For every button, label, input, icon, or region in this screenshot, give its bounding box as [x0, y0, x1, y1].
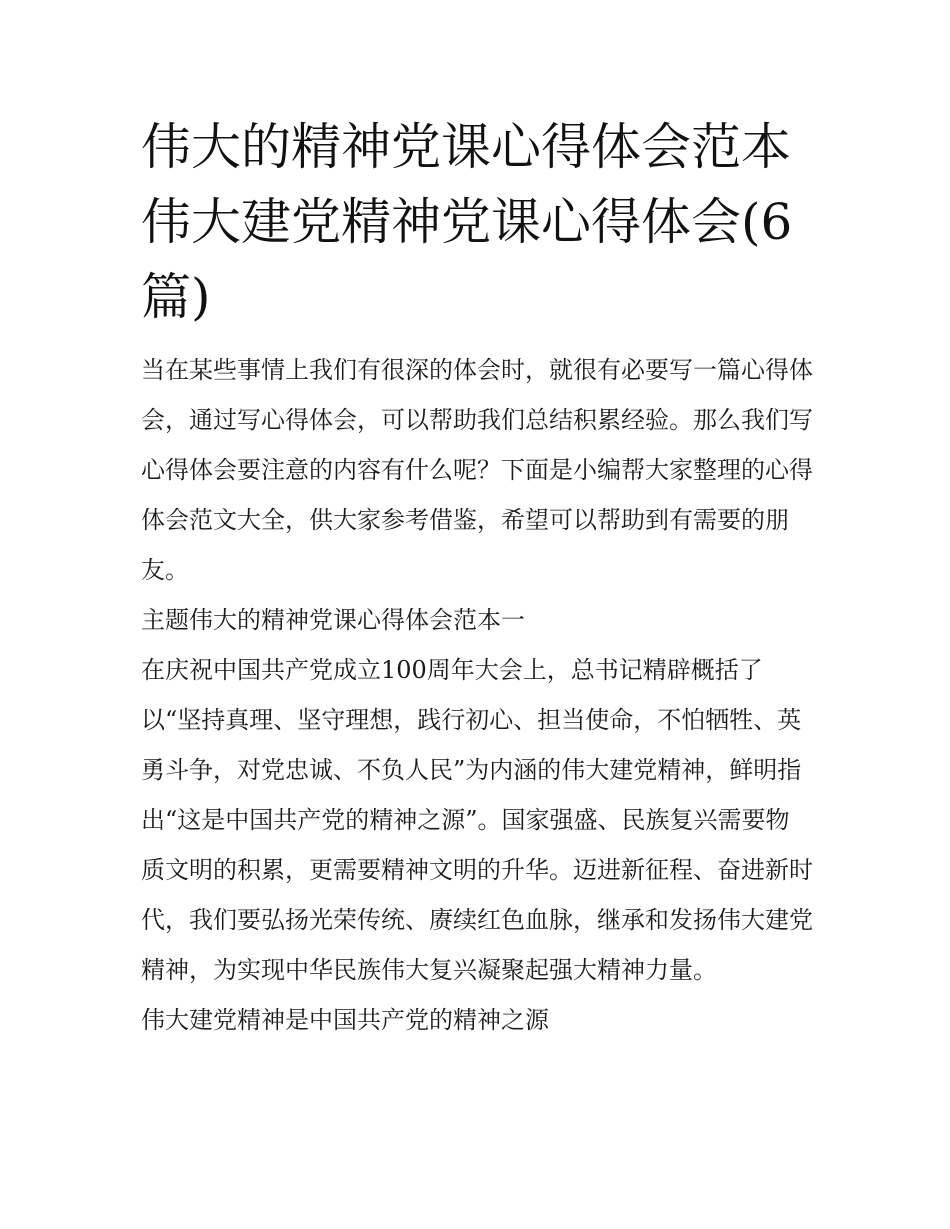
- document-title: 伟大的精神党课心得体会范本伟大建党精神党课心得体会(6篇): [141, 118, 793, 326]
- section-title: 主题伟大的精神党课心得体会范本一: [141, 606, 525, 634]
- intro-paragraph: 当在某些事情上我们有很深的体会时，就很有必要写一篇心得体会，通过写心得体会，可以帮助我们总结积累经验。那么我们写心得体会要注意的内容有什么呢？下面是小编帮大家整理的心得体会范文大全，供大家参考借鉴，希望可以帮助到有需要的朋友。: [141, 356, 813, 584]
- subheading: 伟大建党精神是中国共产党的精神之源: [141, 1006, 549, 1034]
- body-paragraph: 在庆祝中国共产党成立100周年大会上，总书记精辟概括了以“坚持真理、坚守理想，践行初心、担当使命，不怕牺牲、英勇斗争，对党忠诚、不负人民”为内涵的伟大建党精神，鲜明指出“这是中国共产党的精神之源”。国家强盛、民族复兴需要物质文明的积累，更需要精神文明的升华。迈进新征程、奋进新时代，我们要弘扬光荣传统、赓续红色血脉，继承和发扬伟大建党精神，为实现中华民族伟大复兴凝聚起强大精神力量。: [141, 656, 813, 984]
- document-page: [141, 110, 813, 1045]
